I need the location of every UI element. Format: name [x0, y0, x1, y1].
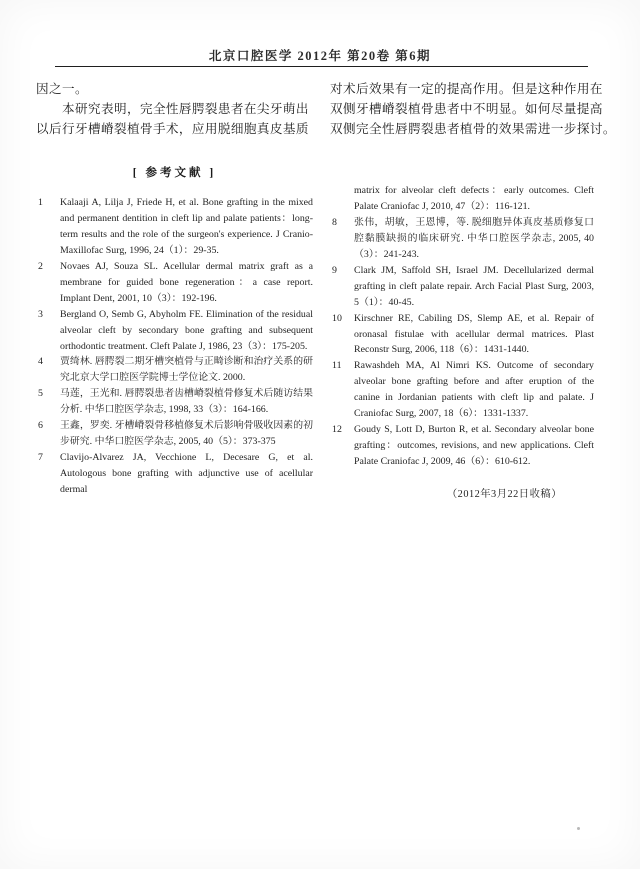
reference-item — [36, 450, 313, 498]
reference-number: 5 — [38, 388, 43, 400]
body-text-line: 因之一。 — [36, 82, 88, 96]
reference-text: Clark JM, Saffold SH, Israel JM. Decellularized dermal grafting in cleft palate repair. Arch Facial Plast Surg, 2003, 5（1）：40-45. — [354, 264, 594, 308]
reference-item — [36, 307, 313, 355]
reference-text: 贾绮林. 唇腭裂二期牙槽突植骨与正畸诊断和治疗关系的研究北京大学口腔医学院博士学位论文. 2000. — [60, 356, 313, 384]
reference-number: 6 — [38, 420, 43, 432]
scan-artifact — [577, 827, 580, 830]
body-text-line: 对术后效果有一定的提高作用。但是这种作用在 — [330, 82, 603, 96]
reference-item — [36, 386, 313, 418]
reference-number: 12 — [332, 423, 342, 435]
reference-item — [36, 259, 313, 307]
reference-item — [330, 358, 594, 422]
reference-text: 王鑫，罗奕. 牙槽嵴裂骨移植修复术后影响骨吸收因素的初步研究. 中华口腔医学杂志, 2005, 40（5）：373-375 — [60, 420, 313, 447]
reference-item — [36, 418, 313, 450]
reference-continuation: matrix for alveolar cleft defects：early outcomes. Cleft Palate Craniofac J, 2010, 47（2）：116-121. — [354, 185, 594, 213]
reference-item — [36, 195, 313, 259]
reference-text: Bergland O, Semb G, Abyholm FE. Elimination of the residual alveolar cleft by secondary bone grafting and subsequent orthodontic treatment. Cleft Palate J, 1986, 23（3）：175-205. — [60, 308, 313, 352]
reference-number: 1 — [38, 197, 43, 209]
references-heading: [ 参考文献 ] — [132, 167, 217, 180]
reference-item — [330, 422, 594, 470]
body-text-line: 以后行牙槽嵴裂植骨手术，应用脱细胞真皮基质 — [36, 121, 309, 136]
reference-number: 7 — [38, 451, 43, 463]
reference-number: 3 — [38, 308, 43, 320]
body-text-line: 本研究表明，完全性唇腭裂患者在尖牙萌出 — [36, 101, 309, 116]
journal-header: 北京口腔医学 2012年 第20卷 第6期 — [208, 49, 432, 63]
body-text-line: 双侧完全性唇腭裂患者植骨的效果需进一步探讨。 — [330, 121, 616, 136]
reference-text: Goudy S, Lott D, Burton R, et al. Secondary alveolar bone grafting：outcomes, revisions, and new applications. Cleft Palate Craniofac J, 2009, 46（6）：610-612. — [354, 423, 594, 467]
reference-item — [330, 311, 594, 359]
reference-text: Clavijo-Alvarez JA, Vecchione L, Decesare G, et al. Autologous bone grafting with adjunctive use of acellular dermal — [60, 451, 313, 495]
column-spacer — [330, 139, 594, 183]
left-column — [36, 80, 313, 498]
reference-text: Kirschner RE, Cabiling DS, Slemp AE, et al. Repair of oronasal fistulae with acellular dermal matrices. Plast Reconstr Surg, 2006, 118（6）：1431-1440. — [354, 312, 594, 356]
reference-text: Novaes AJ, Souza SL. Acellular dermal matrix graft as a membrane for guided bone regeneration：a case report. Implant Dent, 2001, 10（3）：192-196. — [60, 261, 313, 304]
reference-item — [330, 263, 594, 311]
reference-number: 10 — [332, 312, 342, 324]
reference-item — [330, 215, 594, 263]
reference-text: 张伟，胡敏，王恩博，等. 脱细胞异体真皮基质修复口腔黏膜缺损的临床研究. 中华口腔医学杂志, 2005, 40（3）：241-243. — [354, 217, 594, 261]
reference-text: Rawashdeh MA, Al Nimri KS. Outcome of secondary alveolar bone grafting before and after eruption of the canine in Jordanian patients with cleft lip and palate. J Craniofac Surg, 2007, 18（6）：1331-1337. — [354, 360, 594, 420]
header-rule — [55, 66, 588, 67]
reference-number: 9 — [332, 264, 337, 276]
right-column — [330, 80, 616, 500]
reference-text: 马莲，王光和. 唇腭裂患者齿槽嵴裂植骨修复术后随访结果分析. 中华口腔医学杂志, 1998, 33（3）：164-166. — [60, 388, 313, 416]
received-date: （2012年3月22日收稿） — [446, 488, 562, 500]
reference-number: 11 — [332, 360, 342, 372]
reference-number: 8 — [332, 217, 337, 229]
reference-item — [36, 354, 313, 386]
reference-text: Kalaaji A, Lilja J, Friede H, et al. Bone grafting in the mixed and permanent dentition in cleft lip and palate patients：long-term results and the role of the surgeon's experience. J Cranio-Maxillofac Surg, 1996, 24（1）：29-35. — [60, 197, 313, 257]
body-text-line: 双侧牙槽嵴裂植骨患者中不明显。如何尽量提高 — [330, 101, 603, 116]
reference-number: 4 — [38, 356, 43, 368]
reference-number: 2 — [38, 261, 43, 273]
